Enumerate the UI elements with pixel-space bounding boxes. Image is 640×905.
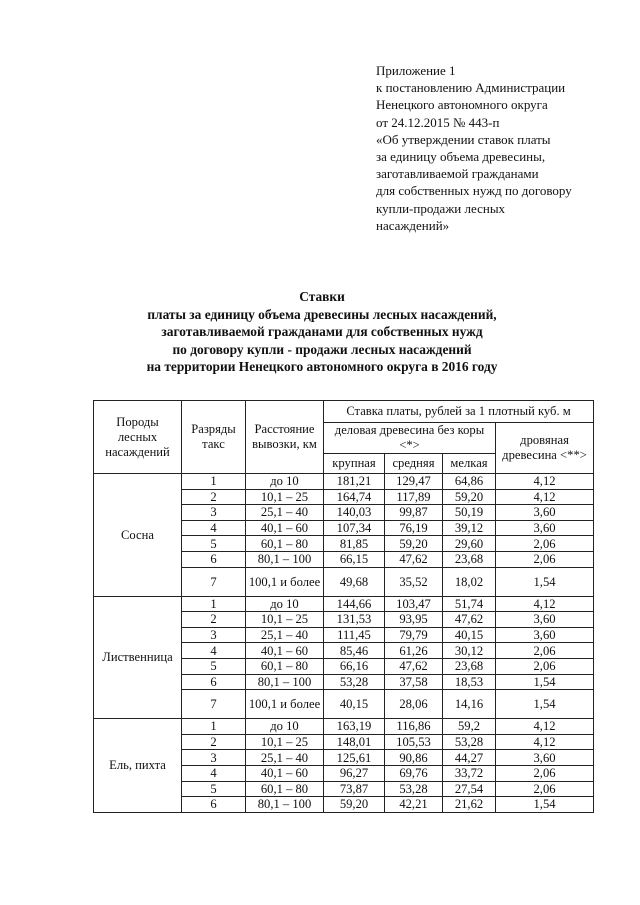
firewood-cell: 2,06 [496, 765, 594, 781]
appendix-block [376, 62, 626, 234]
large-cell: 49,68 [324, 567, 385, 596]
tax-class-cell: 2 [182, 734, 246, 750]
distance-cell: 60,1 – 80 [246, 658, 324, 674]
appendix-line: заготавливаемой гражданами [376, 166, 539, 182]
table-row [94, 719, 594, 735]
tax-class-cell: 3 [182, 627, 246, 643]
small-cell: 21,62 [443, 797, 496, 813]
tax-class-cell: 1 [182, 719, 246, 735]
small-cell: 23,68 [443, 551, 496, 567]
small-cell: 18,53 [443, 674, 496, 690]
firewood-cell: 4,12 [496, 596, 594, 612]
medium-cell: 93,95 [385, 612, 443, 628]
medium-cell: 53,28 [385, 781, 443, 797]
appendix-line: насаждений» [376, 217, 450, 233]
header-species: Породы лесных насаждений [94, 401, 182, 474]
medium-cell: 35,52 [385, 567, 443, 596]
table-header [94, 401, 594, 474]
large-cell: 59,20 [324, 797, 385, 813]
small-cell: 29,60 [443, 536, 496, 552]
title-line: Ставки [299, 289, 345, 304]
tax-class-cell: 6 [182, 674, 246, 690]
medium-cell: 103,47 [385, 596, 443, 612]
medium-cell: 69,76 [385, 765, 443, 781]
medium-cell: 105,53 [385, 734, 443, 750]
distance-cell: 40,1 – 60 [246, 765, 324, 781]
tax-class-cell: 1 [182, 596, 246, 612]
firewood-cell: 3,60 [496, 505, 594, 521]
large-cell: 111,45 [324, 627, 385, 643]
medium-cell: 42,21 [385, 797, 443, 813]
firewood-cell: 4,12 [496, 734, 594, 750]
firewood-cell: 3,60 [496, 627, 594, 643]
appendix-line: Приложение 1 [376, 63, 456, 78]
large-cell: 66,16 [324, 658, 385, 674]
distance-cell: 80,1 – 100 [246, 797, 324, 813]
header-medium: средняя [385, 454, 443, 474]
firewood-cell: 4,12 [496, 474, 594, 490]
tax-class-cell: 6 [182, 551, 246, 567]
small-cell: 64,86 [443, 474, 496, 490]
small-cell: 39,12 [443, 520, 496, 536]
small-cell: 59,20 [443, 489, 496, 505]
large-cell: 96,27 [324, 765, 385, 781]
table-row [94, 596, 594, 612]
small-cell: 50,19 [443, 505, 496, 521]
distance-cell: 80,1 – 100 [246, 551, 324, 567]
medium-cell: 79,79 [385, 627, 443, 643]
distance-cell: 25,1 – 40 [246, 627, 324, 643]
small-cell: 44,27 [443, 750, 496, 766]
header-large: крупная [324, 454, 385, 474]
distance-cell: 25,1 – 40 [246, 750, 324, 766]
firewood-cell: 1,54 [496, 674, 594, 690]
large-cell: 107,34 [324, 520, 385, 536]
distance-cell: 10,1 – 25 [246, 734, 324, 750]
small-cell: 18,02 [443, 567, 496, 596]
tax-class-cell: 2 [182, 612, 246, 628]
tax-class-cell: 4 [182, 765, 246, 781]
tax-class-cell: 4 [182, 643, 246, 659]
header-small: мелкая [443, 454, 496, 474]
title-line: на территории Ненецкого автономного округа в 2016 году [146, 359, 498, 375]
firewood-cell: 1,54 [496, 797, 594, 813]
medium-cell: 117,89 [385, 489, 443, 505]
small-cell: 14,16 [443, 690, 496, 719]
appendix-line: за единицу объема древесины, [376, 149, 546, 165]
medium-cell: 37,58 [385, 674, 443, 690]
table-row [94, 474, 594, 490]
small-cell: 53,28 [443, 734, 496, 750]
large-cell: 164,74 [324, 489, 385, 505]
small-cell: 47,62 [443, 612, 496, 628]
distance-cell: 10,1 – 25 [246, 612, 324, 628]
tax-class-cell: 7 [182, 567, 246, 596]
distance-cell: до 10 [246, 596, 324, 612]
distance-cell: 100,1 и более [246, 567, 324, 596]
small-cell: 23,68 [443, 658, 496, 674]
large-cell: 81,85 [324, 536, 385, 552]
medium-cell: 129,47 [385, 474, 443, 490]
small-cell: 30,12 [443, 643, 496, 659]
document-title [80, 288, 564, 376]
header-distance: Расстояние вывозки, км [246, 401, 324, 474]
distance-cell: 25,1 – 40 [246, 505, 324, 521]
tax-class-cell: 3 [182, 750, 246, 766]
distance-cell: 100,1 и более [246, 690, 324, 719]
distance-cell: 40,1 – 60 [246, 520, 324, 536]
firewood-cell: 2,06 [496, 781, 594, 797]
large-cell: 140,03 [324, 505, 385, 521]
firewood-cell: 2,06 [496, 551, 594, 567]
appendix-line: купли-продажи лесных [376, 200, 506, 216]
large-cell: 73,87 [324, 781, 385, 797]
title-line: по договору купли - продажи лесных насаждений [172, 341, 472, 357]
title-line: заготавливаемой гражданами для собственных нужд [161, 324, 483, 340]
appendix-line: от 24.12.2015 № 443-п [376, 114, 500, 130]
tax-class-cell: 5 [182, 536, 246, 552]
header-firewood: дровяная древесина <**> [496, 423, 594, 474]
table-body [94, 474, 594, 813]
tax-class-cell: 6 [182, 797, 246, 813]
distance-cell: 60,1 – 80 [246, 536, 324, 552]
small-cell: 51,74 [443, 596, 496, 612]
medium-cell: 116,86 [385, 719, 443, 735]
medium-cell: 61,26 [385, 643, 443, 659]
firewood-cell: 2,06 [496, 658, 594, 674]
species-cell: Ель, пихта [94, 719, 182, 813]
firewood-cell: 1,54 [496, 690, 594, 719]
medium-cell: 59,20 [385, 536, 443, 552]
firewood-cell: 2,06 [496, 536, 594, 552]
title-line: платы за единицу объема древесины лесных насаждений, [147, 306, 497, 322]
large-cell: 40,15 [324, 690, 385, 719]
species-cell: Лиственница [94, 596, 182, 719]
distance-cell: 60,1 – 80 [246, 781, 324, 797]
small-cell: 33,72 [443, 765, 496, 781]
header-rate: Ставка платы, рублей за 1 плотный куб. м [324, 401, 594, 423]
distance-cell: 10,1 – 25 [246, 489, 324, 505]
distance-cell: до 10 [246, 719, 324, 735]
large-cell: 125,61 [324, 750, 385, 766]
header-business-wood: деловая древесина без коры <*> [324, 423, 496, 454]
firewood-cell: 3,60 [496, 612, 594, 628]
large-cell: 85,46 [324, 643, 385, 659]
firewood-cell: 2,06 [496, 643, 594, 659]
large-cell: 66,15 [324, 551, 385, 567]
medium-cell: 47,62 [385, 551, 443, 567]
large-cell: 131,53 [324, 612, 385, 628]
tax-class-cell: 2 [182, 489, 246, 505]
firewood-cell: 3,60 [496, 750, 594, 766]
distance-cell: 80,1 – 100 [246, 674, 324, 690]
tax-class-cell: 5 [182, 658, 246, 674]
rates-table [93, 400, 594, 813]
firewood-cell: 1,54 [496, 567, 594, 596]
distance-cell: до 10 [246, 474, 324, 490]
header-tax-class: Разряды такс [182, 401, 246, 474]
tax-class-cell: 5 [182, 781, 246, 797]
distance-cell: 40,1 – 60 [246, 643, 324, 659]
firewood-cell: 3,60 [496, 520, 594, 536]
medium-cell: 28,06 [385, 690, 443, 719]
medium-cell: 76,19 [385, 520, 443, 536]
firewood-cell: 4,12 [496, 719, 594, 735]
large-cell: 181,21 [324, 474, 385, 490]
large-cell: 144,66 [324, 596, 385, 612]
small-cell: 59,2 [443, 719, 496, 735]
tax-class-cell: 3 [182, 505, 246, 521]
large-cell: 148,01 [324, 734, 385, 750]
large-cell: 163,19 [324, 719, 385, 735]
appendix-line: Ненецкого автономного округа [376, 97, 548, 113]
appendix-line: к постановлению Администрации [376, 80, 566, 96]
small-cell: 27,54 [443, 781, 496, 797]
medium-cell: 99,87 [385, 505, 443, 521]
appendix-line: «Об утверждении ставок платы [376, 131, 551, 147]
tax-class-cell: 1 [182, 474, 246, 490]
tax-class-cell: 4 [182, 520, 246, 536]
medium-cell: 90,86 [385, 750, 443, 766]
large-cell: 53,28 [324, 674, 385, 690]
small-cell: 40,15 [443, 627, 496, 643]
appendix-line: для собственных нужд по договору [376, 183, 572, 199]
medium-cell: 47,62 [385, 658, 443, 674]
firewood-cell: 4,12 [496, 489, 594, 505]
species-cell: Сосна [94, 474, 182, 597]
tax-class-cell: 7 [182, 690, 246, 719]
